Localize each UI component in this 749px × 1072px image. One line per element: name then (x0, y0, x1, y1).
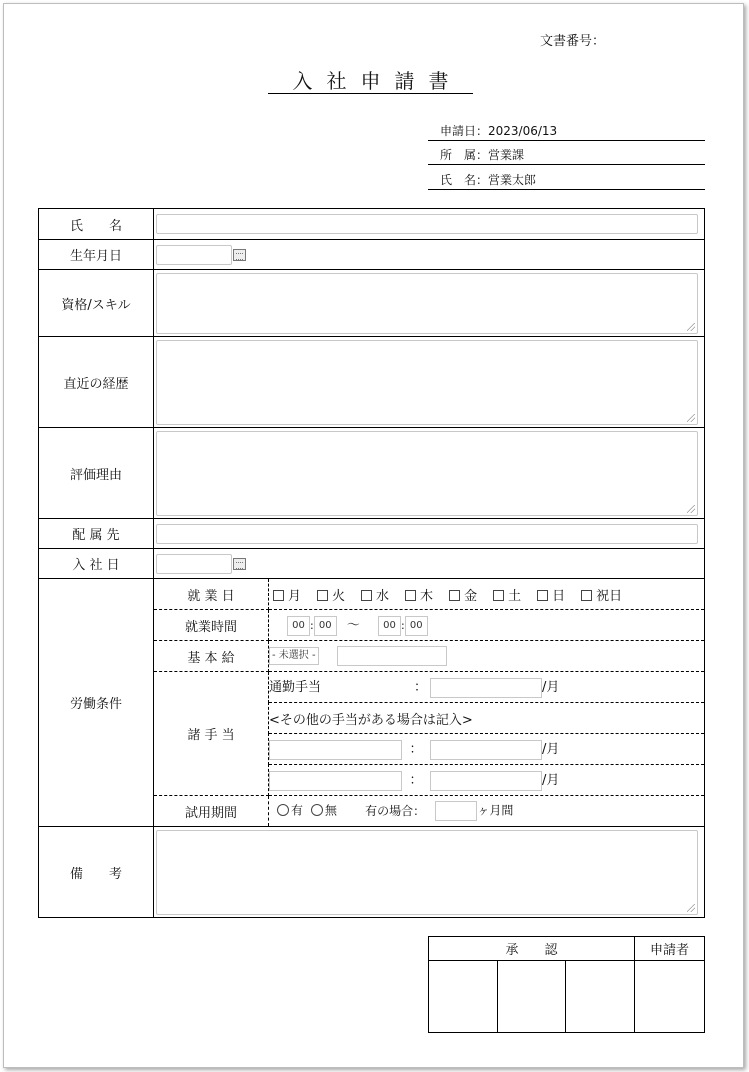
birthday-input[interactable] (156, 245, 232, 265)
assignment-header: 配 属 先 (39, 519, 154, 549)
eval-reason-header: 評価理由 (39, 428, 154, 519)
probation-fields: 有 無 有の場合： ヶ月間 (269, 796, 705, 827)
radio-icon[interactable] (311, 804, 323, 816)
name-input[interactable] (156, 214, 698, 234)
other-allowance-amount-input[interactable] (430, 771, 542, 791)
recent-career-textarea[interactable] (156, 340, 698, 425)
commute-allowance-input[interactable] (430, 678, 542, 698)
applicant-name-line (428, 171, 705, 190)
resize-grip-icon[interactable] (687, 904, 695, 912)
skills-textarea[interactable] (156, 273, 698, 334)
workdays-header: 就 業 日 (154, 579, 269, 610)
day-option-tue[interactable]: 火 (313, 589, 345, 604)
assignment-input[interactable] (156, 524, 698, 544)
probation-yes-label[interactable]: 有 (291, 803, 304, 818)
department-value: 営業課 (488, 148, 525, 162)
other-allowance-note: <その他の手当がある場合は記入> (269, 703, 705, 734)
document-number-label: 文書番号： (540, 34, 606, 49)
application-form-table (38, 208, 705, 918)
checkbox-icon[interactable] (273, 590, 284, 601)
applicant-header: 申請者 (635, 937, 705, 961)
department-label: 所 属： (440, 148, 489, 162)
commute-allowance-label: 通勤手当 (269, 680, 322, 696)
allowance-header: 諸 手 当 (154, 672, 269, 796)
resize-grip-icon[interactable] (687, 414, 695, 422)
day-option-fri[interactable]: 金 (445, 589, 477, 604)
applied-date-value: 2023/06/13 (488, 124, 558, 138)
day-option-mon[interactable]: 月 (269, 589, 301, 604)
radio-icon[interactable] (277, 804, 289, 816)
day-option-holiday[interactable]: 祝日 (577, 589, 622, 604)
checkbox-icon[interactable] (581, 590, 592, 601)
checkbox-icon[interactable] (405, 590, 416, 601)
labor-conditions-table (154, 579, 704, 826)
labor-conditions-header: 労働条件 (39, 579, 154, 827)
base-salary-input[interactable] (337, 646, 447, 666)
department-line (428, 146, 705, 165)
name-header: 氏 名 (39, 209, 154, 240)
birthday-header: 生年月日 (39, 240, 154, 270)
work-hours-header: 就業時間 (154, 610, 269, 641)
calendar-icon[interactable] (233, 249, 246, 261)
probation-months-input[interactable] (435, 801, 477, 821)
workdays-options (269, 579, 705, 610)
remarks-header: 備 考 (39, 827, 154, 918)
salary-type-select[interactable]: - 未選択 - (269, 647, 319, 665)
approval-stamp-box (566, 961, 635, 1033)
end-hour-input[interactable]: 00 (378, 616, 401, 636)
checkbox-icon[interactable] (449, 590, 460, 601)
commute-allowance-row: 通勤手当 ： /月 (269, 672, 705, 703)
base-salary-fields (269, 641, 705, 672)
work-hours-fields: 00 : 00 ～ 00 : 00 (269, 610, 705, 641)
other-allowance-name-input[interactable] (269, 771, 402, 791)
checkbox-icon[interactable] (317, 590, 328, 601)
day-option-sat[interactable]: 土 (489, 589, 521, 604)
join-date-input[interactable] (156, 554, 232, 574)
page-title: 入社申請書 (268, 68, 473, 94)
applicant-stamp-box (635, 961, 705, 1033)
applicant-name-value: 営業太郎 (488, 173, 537, 187)
other-allowance-amount-input[interactable] (430, 740, 542, 760)
remarks-textarea[interactable] (156, 830, 698, 915)
resize-grip-icon[interactable] (687, 323, 695, 331)
base-salary-header: 基 本 給 (154, 641, 269, 672)
end-minute-input[interactable]: 00 (405, 616, 428, 636)
other-allowance-row-1: ： /月 (269, 734, 705, 765)
day-option-thu[interactable]: 木 (401, 589, 433, 604)
skills-header: 資格/スキル (39, 270, 154, 337)
day-option-wed[interactable]: 水 (357, 589, 389, 604)
approval-table (428, 936, 705, 1033)
day-option-sun[interactable]: 日 (533, 589, 565, 604)
join-date-header: 入 社 日 (39, 549, 154, 579)
approval-header: 承 認 (429, 937, 635, 961)
probation-case-label: 有の場合： (365, 803, 426, 818)
eval-reason-textarea[interactable] (156, 431, 698, 516)
checkbox-icon[interactable] (537, 590, 548, 601)
applied-date-label: 申請日： (440, 124, 489, 138)
approval-stamp-box (429, 961, 498, 1033)
other-allowance-row-2: ： /月 (269, 765, 705, 796)
applicant-name-label: 氏 名： (440, 173, 489, 187)
resize-grip-icon[interactable] (687, 505, 695, 513)
start-minute-input[interactable]: 00 (314, 616, 337, 636)
probation-header: 試用期間 (154, 796, 269, 827)
recent-career-header: 直近の経歴 (39, 337, 154, 428)
probation-no-label[interactable]: 無 (325, 803, 338, 818)
applied-date-line (428, 122, 705, 141)
checkbox-icon[interactable] (493, 590, 504, 601)
approval-stamp-box (497, 961, 566, 1033)
other-allowance-name-input[interactable] (269, 740, 402, 760)
start-hour-input[interactable]: 00 (287, 616, 310, 636)
checkbox-icon[interactable] (361, 590, 372, 601)
calendar-icon[interactable] (233, 558, 246, 570)
